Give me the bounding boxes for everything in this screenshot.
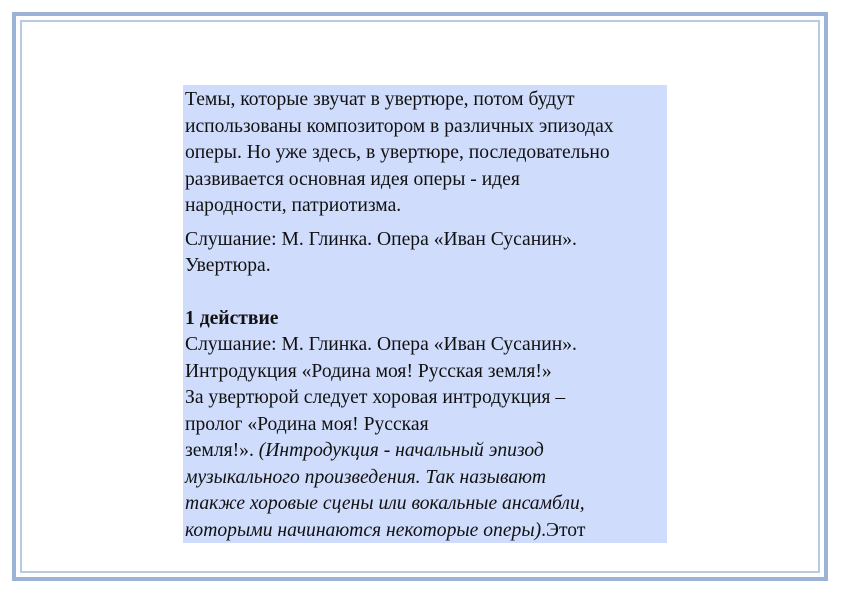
italic-line: также хоровые сцены или вокальные ансамбли, <box>185 493 585 514</box>
intro-paragraph <box>185 87 667 220</box>
mixed-line-regular: земля!». <box>185 440 259 461</box>
mixed-line <box>185 438 667 465</box>
act-line: За увертюрой следует хоровая интродукция – <box>185 387 566 408</box>
listening-paragraph <box>185 227 667 280</box>
act-line: Интродукция «Родина моя! Русская земля!» <box>185 360 552 382</box>
intro-line: развивается основная идея оперы - идея <box>185 168 520 190</box>
act-heading: 1 действие <box>185 307 279 329</box>
last-line <box>185 518 667 545</box>
intro-line: использованы композитором в различных эпизодах <box>185 115 614 137</box>
text-box <box>183 85 667 543</box>
intro-line: Темы, которые звучат в увертюре, потом будут <box>185 89 575 110</box>
italic-line: музыкального произведения. Так называют <box>185 466 547 488</box>
intro-line: оперы. Но уже здесь, в увертюре, последовательно <box>185 142 610 163</box>
act-line: Слушание: М. Глинка. Опера «Иван Сусанин». <box>185 334 577 355</box>
listening-line: Слушание: М. Глинка. Опера «Иван Сусанин». <box>185 228 577 250</box>
last-line-regular: .Этот <box>541 519 586 541</box>
intro-line: народности, патриотизма. <box>185 195 402 216</box>
mixed-line-italic: (Интродукция - начальный эпизод <box>258 440 544 461</box>
last-line-italic: которыми начинаются некоторые оперы) <box>185 519 542 541</box>
act-paragraph <box>185 306 667 545</box>
listening-line: Увертюра. <box>185 255 271 276</box>
act-line: пролог «Родина моя! Русская <box>185 413 429 435</box>
